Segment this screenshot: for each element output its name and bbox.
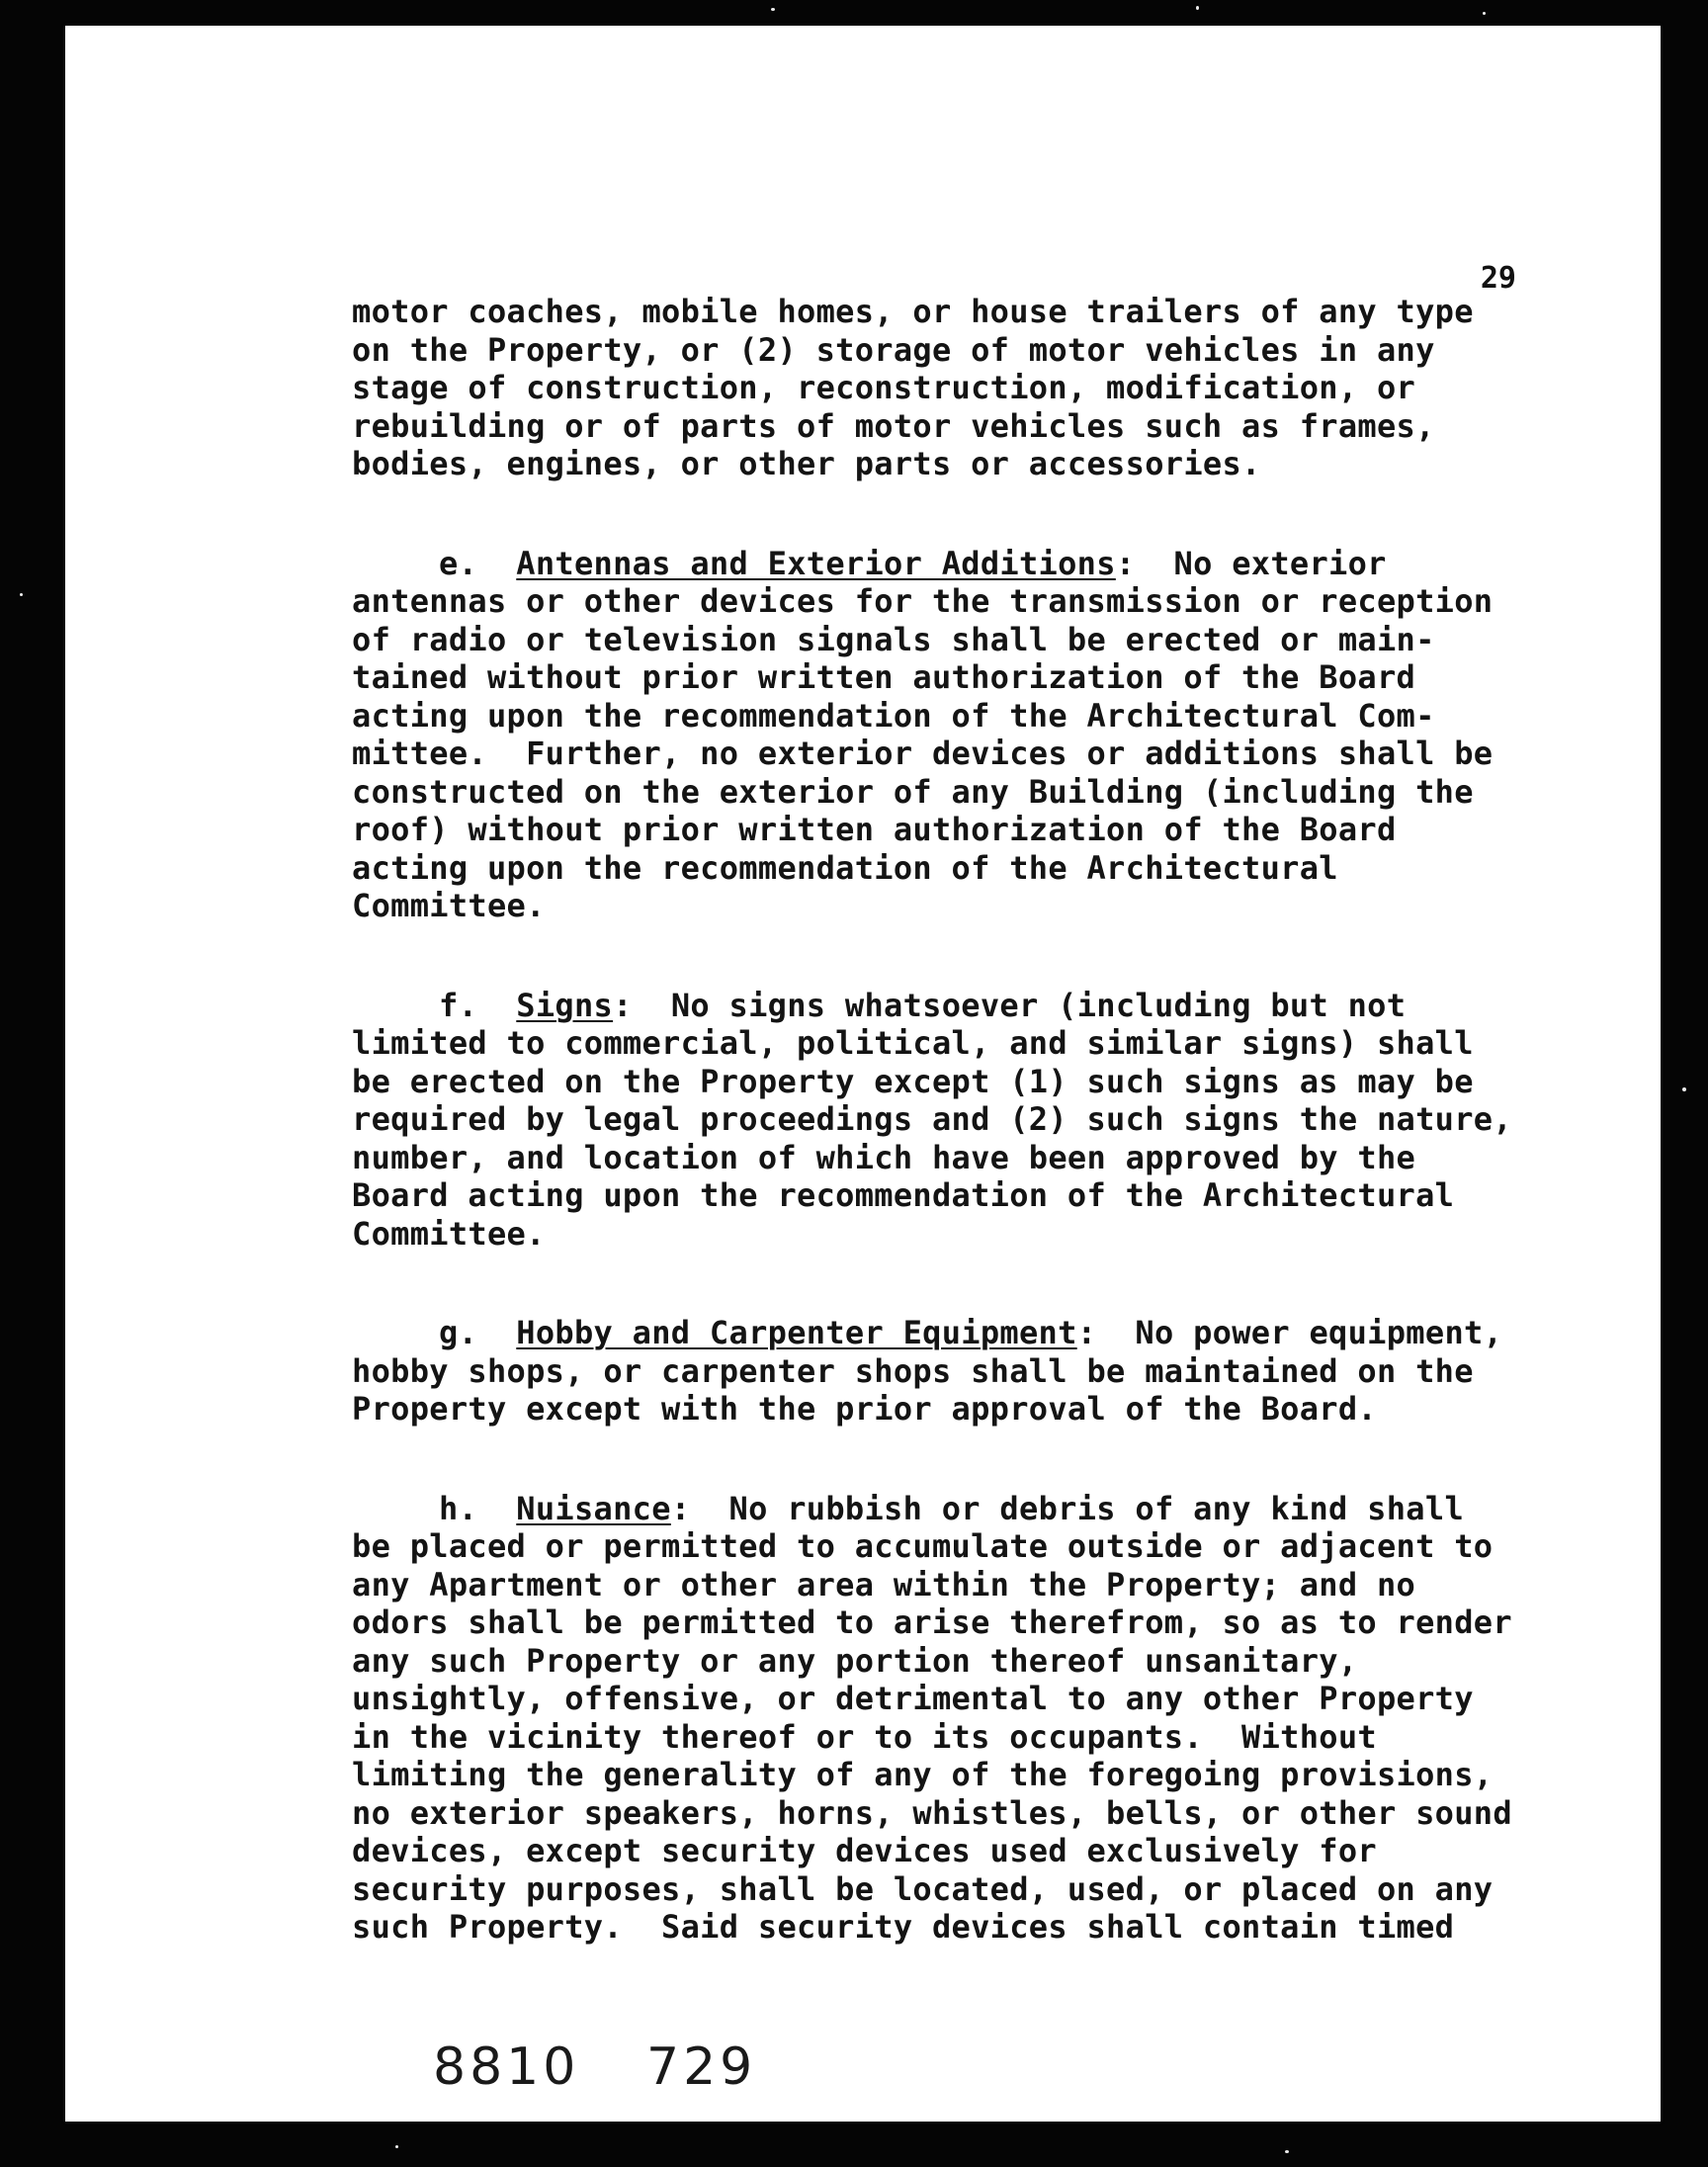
section-heading: Antennas and Exterior Additions (516, 544, 1116, 582)
section-e-antennas (352, 545, 1558, 925)
section-heading: Signs (516, 986, 614, 1024)
text-line: bodies, engines, or other parts or accessories. (352, 445, 1261, 482)
section-f-signs (352, 987, 1558, 1254)
text-line: Board acting upon the recommendation of the Architectural (352, 1176, 1455, 1214)
text-line: any Apartment or other area within the Property; and no (352, 1565, 1416, 1604)
section-first-line: No rubbish or debris of any kind shall (728, 1489, 1465, 1527)
scan-speck (771, 8, 775, 11)
section-first-line: No power equipment, (1135, 1314, 1503, 1351)
text-line: Property except with the prior approval of the Board. (352, 1390, 1377, 1428)
footer-book-number: 8810 (433, 2037, 580, 2097)
text-line: such Property. Said security devices shall contain timed (352, 1908, 1455, 1946)
scan-speck (1196, 6, 1199, 10)
text-line: be placed or permitted to accumulate outside or adjacent to (352, 1527, 1494, 1565)
document-page (65, 26, 1661, 2122)
text-line: tained without prior written authorization of the Board (352, 658, 1416, 696)
text-line: of radio or television signals shall be erected or main- (352, 620, 1435, 658)
text-line: limited to commercial, political, and similar signs) shall (352, 1024, 1474, 1062)
text-line: limiting the generality of any of the foregoing provisions, (352, 1756, 1494, 1793)
text-line: required by legal proceedings and (2) such signs the nature, (352, 1100, 1512, 1138)
text-line: unsightly, offensive, or detrimental to any other Property (352, 1680, 1474, 1717)
section-h-nuisance (352, 1490, 1558, 1947)
page-number: 29 (1480, 261, 1516, 296)
paragraph-continuation (352, 293, 1558, 483)
text-line: be erected on the Property except (1) such signs as may be (352, 1062, 1474, 1100)
section-heading-line: e. Antennas and Exterior Additions: No exterior (439, 544, 1387, 582)
section-heading: Hobby and Carpenter Equipment (516, 1314, 1077, 1351)
section-letter: g. (439, 1314, 478, 1351)
section-letter: h. (439, 1489, 478, 1527)
text-line: on the Property, or (2) storage of motor vehicles in any (352, 330, 1435, 369)
document-body (352, 293, 1558, 2008)
section-first-line: No exterior (1173, 544, 1387, 582)
text-line: constructed on the exterior of any Building (including the (352, 772, 1474, 811)
scan-speck (1285, 2150, 1289, 2153)
section-first-line: No signs whatsoever (including but not (670, 986, 1407, 1024)
text-line: no exterior speakers, horns, whistles, bells, or other sound (352, 1793, 1512, 1832)
text-line: acting upon the recommendation of the Architectural (352, 848, 1338, 887)
scan-speck (1483, 12, 1486, 15)
text-line: in the vicinity thereof or to its occupants. Without (352, 1717, 1377, 1756)
section-letter: f. (439, 986, 478, 1024)
text-line: Committee. (352, 887, 546, 924)
footer-page-number: 729 (646, 2037, 757, 2097)
scan-speck (1682, 1087, 1686, 1091)
section-letter: e. (439, 544, 478, 582)
scan-speck (20, 593, 23, 596)
section-g-hobby (352, 1314, 1558, 1429)
text-line: security purposes, shall be located, used, or placed on any (352, 1869, 1494, 1908)
text-line: antennas or other devices for the transmission or reception (352, 582, 1494, 620)
text-line: any such Property or any portion thereof unsanitary, (352, 1641, 1358, 1680)
text-line: devices, except security devices used exclusively for (352, 1832, 1377, 1869)
text-line: roof) without prior written authorization of the Board (352, 811, 1397, 848)
text-line: Committee. (352, 1214, 546, 1253)
scan-speck (395, 2145, 398, 2148)
text-line: hobby shops, or carpenter shops shall be maintained on the (352, 1351, 1474, 1390)
text-line: acting upon the recommendation of the Architectural Com- (352, 696, 1435, 735)
text-line: motor coaches, mobile homes, or house trailers of any type (352, 293, 1474, 330)
section-heading: Nuisance (516, 1489, 671, 1527)
section-heading-line: g. Hobby and Carpenter Equipment: No power equipment, (439, 1314, 1503, 1351)
text-line: odors shall be permitted to arise therefrom, so as to render (352, 1604, 1512, 1641)
text-line: stage of construction, reconstruction, modification, or (352, 369, 1416, 406)
text-line: rebuilding or of parts of motor vehicles such as frames, (352, 406, 1435, 445)
text-line: mittee. Further, no exterior devices or additions shall be (352, 735, 1494, 772)
section-heading-line: f. Signs: No signs whatsoever (including but not (439, 986, 1407, 1024)
text-line: number, and location of which have been approved by the (352, 1138, 1416, 1176)
section-heading-line: h. Nuisance: No rubbish or debris of any kind shall (439, 1489, 1465, 1527)
